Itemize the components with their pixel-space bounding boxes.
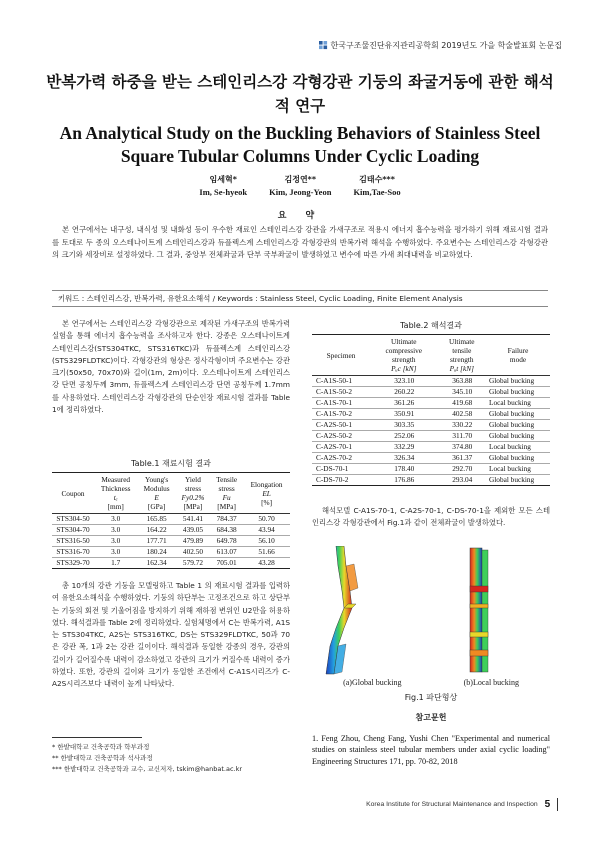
table-header-cell: Tensile stress Fu [MPa] (210, 473, 243, 514)
table-row: C-A1S-50-2 260.22 345.10 Global bucking (312, 387, 550, 398)
table-header-cell: Young's Modulus E [GPa] (137, 473, 175, 514)
table-header-cell: Failure mode (486, 335, 550, 376)
footnote-divider (52, 737, 142, 738)
table-row: C-A2S-70-2 326.34 361.37 Global bucking (312, 453, 550, 464)
table-row: STS304-70 3.0 164.22 439.05 684.38 43.94 (52, 525, 290, 536)
author-name-ko: 김정연** (284, 175, 317, 184)
table-row: C-DS-70-2 176.86 293.04 Global bucking (316, 475, 535, 484)
body-paragraph: 본 연구에서는 스테인리스강 각형강관으로 제작된 가새구조의 반복가력 실험을 통해 에너지 흡수능력을 조사하고자 한다. 강종은 오스테나이트계 스테인리스강(STS304TKC, STS316TKC)과 듀플렉스계 스테인리스강(STS329FLDTKC)이다. 각형강관의 형상은 정사각형이며 주요변수는 강관크기(50x50, 70x70)와 길이(1m, 2m)이다. 오스테나이트계 스테인리스강 단면 공칭두께 3mm, 듀플렉스계 스테인리스강 단면 공칭두께 1.7mm를 사용하였다. 스테인리스강 각형강관의 단순인장 재료시험 결과를 Table 1에 정리하였다. (52, 319, 290, 415)
conference-header (319, 40, 562, 51)
references-heading: 참고문헌 (415, 713, 447, 722)
author-list (0, 174, 600, 198)
body-paragraph: 해석모델 C-A1S-70-1, C-A2S-70-1, C-DS-70-1을 제외한 모든 스테인리스강 각형강관에서 Fig.1과 같이 전체좌굴이 발생하였다. (312, 506, 550, 528)
footnote: ** 한밭대학교 건축공학과 석사과정 (52, 754, 153, 762)
body-paragraph: 총 10개의 강관 기둥을 모델링하고 Table 1 의 재료시험 결과를 입력하여 유한요소해석을 수행하였다. 기둥의 하단부는 고정조건으로 하고 상단부는 기둥의 회전 및 기울어짐을 방지하기 위해 재하점 변위인 U2만을 허용하였다. 해석결과를 Table 2에 정리하였다. 실험체명에서 C는 반복가력, A1S는 STS304TKC, A2S는 STS316TKC, DS는 STS329FLDTKC, 50과 70은 강관 폭, 1과 2는 강관 길이이다. 해석결과 동일한 강종의 경우, 강관의 길이가 길어질수록 내력이 감소하였고 강관의 크기가 커질수록 내력이 증가하였다. 또한, 강관의 길이와 크기가 동일한 조건에서 C-A1S시리즈가 C-A2S시리즈보다 내력이 높게 나타났다. (52, 581, 290, 689)
figure-caption: Fig.1 파단형상 (404, 693, 458, 702)
buckling-shape-figure (320, 546, 542, 676)
table-header-cell: Ultimate compressive strength Pᵤc [kN] (370, 335, 438, 376)
table-row: STS316-70 3.0 180.24 402.50 613.07 51.66 (52, 547, 290, 558)
local-buckling-column (470, 548, 488, 672)
journal-logo-icon (319, 41, 328, 50)
author-name-ko: 임세혁* (209, 175, 237, 184)
author (199, 174, 247, 198)
table1-caption: Table.1 재료시험 결과 (131, 459, 211, 468)
footer-divider (557, 798, 558, 811)
table-row: STS329-70 1.7 162.34 579.72 705.01 43.28 (56, 558, 275, 567)
table2-caption: Table.2 해석결과 (400, 321, 462, 330)
table-header-cell: Elongation EL [%] (243, 473, 290, 514)
table-header-row (312, 335, 550, 376)
table-header-row (52, 473, 290, 514)
footnote: *** 한밭대학교 건축공학과 교수, 교신저자, tskim@hanbat.ac.kr (52, 765, 243, 773)
material-test-table (52, 472, 290, 569)
table-header-cell: Specimen (312, 335, 370, 376)
keywords: 키워드 : 스테인리스강, 반복가력, 유한요소해석 / Keywords : Stainless Steel, Cyclic Loading, Finite Element Analysis (52, 290, 548, 307)
table-header-cell: Measured Thickness tₑ [mm] (94, 473, 137, 514)
table-row: STS316-50 3.0 177.71 479.89 649.78 56.10 (52, 536, 290, 547)
analysis-results-table (312, 334, 550, 486)
figure-sublabels (312, 678, 550, 687)
title-english: An Analytical Study on the Buckling Behaviors of Stainless Steel Square Tubular Columns Under Cyclic Loading (59, 123, 541, 166)
table-row: STS304-50 3.0 165.85 541.41 784.37 50.70 (52, 514, 290, 525)
author-name-en: Kim, Jeong-Yeon (269, 187, 332, 197)
title-korean: 반복가력 하중을 받는 스테인리스강 각형강관 기둥의 좌굴거동에 관한 해석적 연구 (46, 73, 554, 115)
figure-label-b: (b)Local bucking (463, 678, 519, 687)
conference-header-text: 한국구조물진단유지관리공학회 2019년도 가을 학술발표회 논문집 (330, 41, 562, 50)
table-header-cell: Ultimate tensile strength Pᵤt [kN] (438, 335, 486, 376)
page-number: 5 (544, 799, 551, 810)
footnote: * 한밭대학교 건축공학과 학부과정 (52, 743, 150, 751)
abstract-heading: 요 약 (277, 211, 323, 221)
page-footer (366, 798, 558, 811)
figure-label-a: (a)Global bucking (343, 678, 402, 687)
table-row: C-A1S-50-1 323.10 363.88 Global bucking (312, 376, 550, 387)
footnotes (52, 742, 302, 775)
author-name-en: Im, Se-hyeok (199, 187, 248, 197)
author (269, 174, 331, 198)
reference-item: 1. Feng Zhou, Cheng Fang, Yushi Chen "Experimental and numerical studies on stainless steel tubular members under axial cyclic loading" Engineering Structures 171, pp. 70-82, 2018 (312, 734, 550, 766)
table-row: C-A2S-50-1 303.35 330.22 Global bucking (312, 420, 550, 431)
table-header-cell: Yield stress Fy0.2% [MPa] (176, 473, 210, 514)
table-row: C-A1S-70-2 350.91 402.58 Global bucking (312, 409, 550, 420)
table-row: C-A1S-70-1 361.26 419.68 Local bucking (312, 398, 550, 409)
author-name-ko: 김태수*** (359, 175, 395, 184)
table-row: C-DS-70-1 178.40 292.70 Local bucking (312, 464, 550, 475)
table-header-cell: Coupon (52, 473, 94, 514)
footer-text: Korea Institute for Structural Maintenance and Inspection (366, 801, 538, 808)
author (353, 174, 400, 198)
abstract-text: 본 연구에서는 내구성, 내식성 및 내화성 등이 우수한 재료인 스테인리스강 강관을 가새구조로 적용시 에너지 흡수능력을 평가하기 위해 재료시험 결과를 토대로 두 종의 오스테나이트계 스테인리스강과 듀플렉스계 스테인리스강 각형강관의 반복가력 해석을 수행하였다. 주요변수는 스테인리스강 각형강관의 크기와 세장비로 설정하였다. 그 결과, 중앙부 전체좌굴과 단부 국부좌굴이 발생하였고 변수에 따른 가새 최대내력을 비교하였다. (52, 225, 548, 259)
table-row: C-A2S-50-2 252.06 311.70 Global bucking (312, 431, 550, 442)
table-row: C-A2S-70-1 332.29 374.80 Local bucking (312, 442, 550, 453)
global-buckling-column (326, 546, 358, 674)
author-name-en: Kim,Tae-Soo (353, 187, 401, 197)
